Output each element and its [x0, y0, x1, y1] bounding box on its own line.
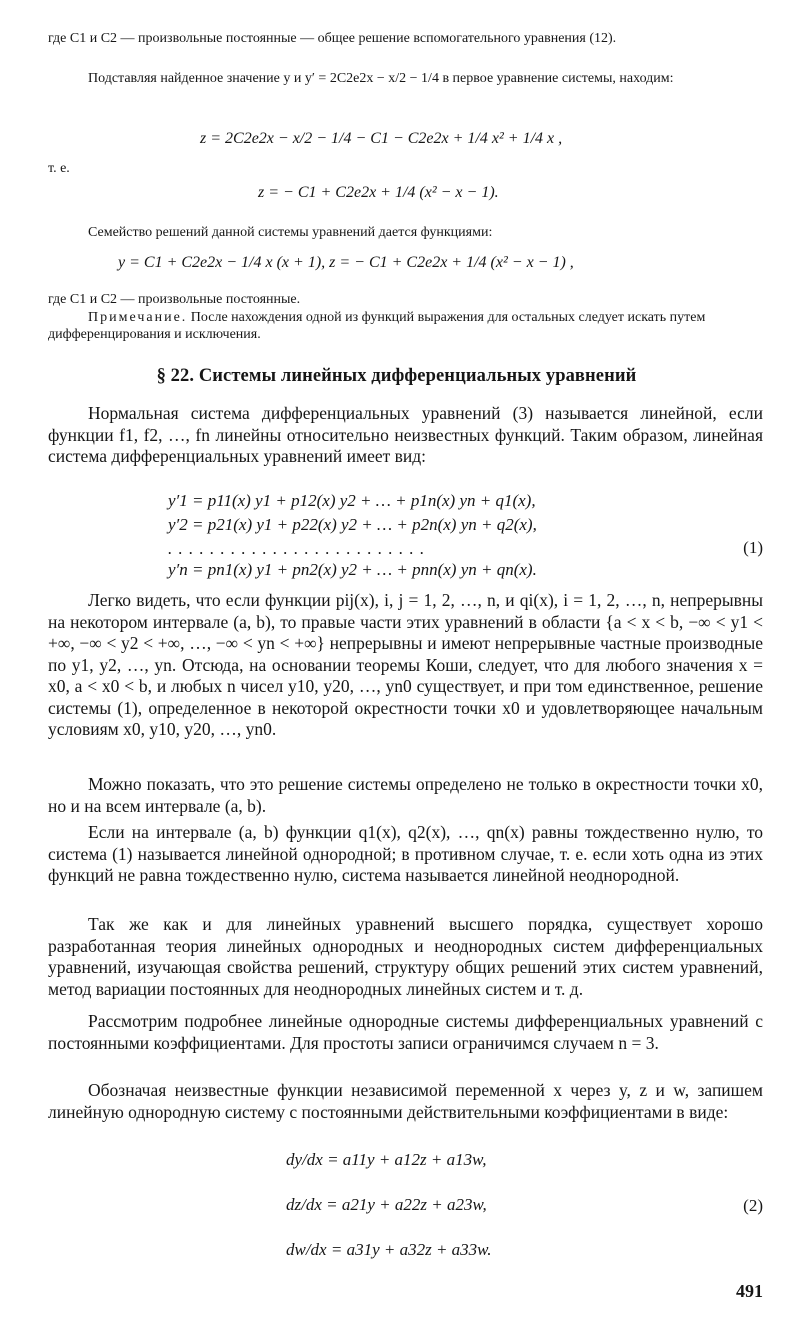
remark-text: После нахождения одной из функций выражения для остальных следует искать путем дифференцирования и исключения. — [48, 310, 706, 342]
equation-number-2: (2) — [743, 1196, 763, 1215]
equation-z-simplified: z = − C1 + C2e2x + 1/4 (x² − x − 1). — [258, 184, 499, 201]
remark-label: Примечание. — [88, 310, 188, 325]
page-number: 491 — [736, 1281, 763, 1301]
system2-row-dw: dw/dx = a31y + a32z + a33w. — [286, 1240, 492, 1259]
system2-row-dy: dy/dx = a11y + a12z + a13w, — [286, 1150, 487, 1169]
system2-row-dz: dz/dx = a21y + a22z + a23w, — [286, 1195, 487, 1214]
constants-note: где C1 и C2 — произвольные постоянные. — [48, 292, 301, 307]
substitution-text: Подставляя найденное значение y и y′ = 2C2e2x − x/2 − 1/4 в первое уравнение системы, находим: — [88, 71, 674, 86]
equation-solution-family: y = C1 + C2e2x − 1/4 x (x + 1), z = − C1 + C2e2x + 1/4 (x² − x − 1) , — [118, 254, 574, 271]
intro-line: где C1 и C2 — произвольные постоянные — общее решение вспомогательного уравнения (12). — [48, 31, 617, 46]
system1-dots-row: . . . . . . . . . . . . . . . . . . . . . . . . . — [168, 539, 426, 558]
that-is-label: т. е. — [48, 161, 70, 176]
system1-row-1: y′1 = p11(x) y1 + p12(x) y2 + … + p1n(x) yn + q1(x), — [168, 491, 536, 510]
paragraph-linear-definition: Нормальная система дифференциальных уравнений (3) называется линейной, если функции f1, f2, …, fn линейны относительно неизвестных функций. Таким образом, линейная система дифференциальных уравнений имеет вид: — [48, 403, 763, 466]
system1-row-2: y′2 = p21(x) y1 + p22(x) y2 + … + p2n(x) yn + q2(x), — [168, 515, 537, 534]
system1-row-n: y′n = pn1(x) y1 + pn2(x) y2 + … + pnn(x) yn + qn(x). — [168, 560, 537, 579]
paragraph-cauchy-theorem: Легко видеть, что если функции pij(x), i, j = 1, 2, …, n, и qi(x), i = 1, 2, …, n, непрерывны на некотором интервале (a, b), то правые части этих уравнений в области {a < x < b, −∞ < y1 < +∞, −∞ < y2 < +∞, …, −∞ < yn < +∞} непрерывны и имеют непрерывные частные производные по y1, y2, …, yn. Отсюда, на основании теоремы Коши, следует, что для любого значения x = x0, a < x0 < b, и любых n чисел y10, y20, …, yn0 существует, и при том единственное, решение системы (1), определенное в некоторой окрестности точки x0 и удовлетворяющее начальным условиям x0, y10, y20, …, yn0. — [48, 590, 763, 739]
remark-paragraph — [48, 309, 763, 343]
paragraph-interval: Можно показать, что это решение системы определено не только в окрестности точки x0, но и на всем интервале (a, b). — [48, 774, 763, 816]
paragraph-theory: Так же как и для линейных уравнений высшего порядка, существует хорошо разработанная теория линейных однородных и неоднородных систем дифференциальных уравнений, изучающая свойства решений, структуру общих решений этих систем уравнений, метод вариации постоянных для неоднородных линейных систем и т. д. — [48, 914, 763, 999]
paragraph-constant-coefficients: Рассмотрим подробнее линейные однородные системы дифференциальных уравнений с постоянными коэффициентами. Для простоты записи ограничимся случаем n = 3. — [48, 1011, 763, 1053]
family-of-solutions-text: Семейство решений данной системы уравнений дается функциями: — [88, 225, 493, 240]
section-heading: § 22. Системы линейных дифференциальных уравнений — [156, 366, 637, 386]
paragraph-homogeneous-definition: Если на интервале (a, b) функции q1(x), q2(x), …, qn(x) равны тождественно нулю, то система (1) называется линейной однородной; в противном случае, т. е. если хоть одна из этих функций не равна тождественно нулю, система называется линейной неоднородной. — [48, 822, 763, 885]
equation-z-expanded: z = 2C2e2x − x/2 − 1/4 − C1 − C2e2x + 1/4 x² + 1/4 x , — [200, 130, 563, 147]
equation-number-1: (1) — [743, 538, 763, 557]
paragraph-notation: Обозначая неизвестные функции независимой переменной x через y, z и w, запишем линейную однородную систему с постоянными действительными коэффициентами в виде: — [48, 1080, 763, 1122]
